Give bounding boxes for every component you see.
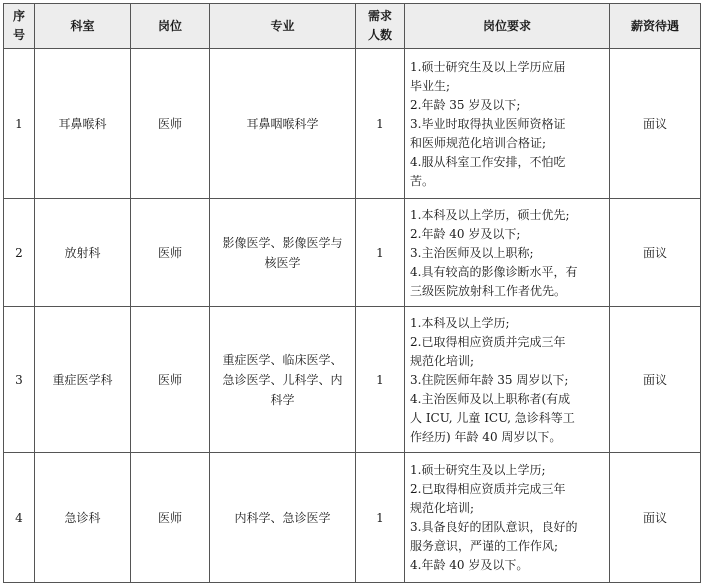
requirement-line: 毕业生; [410,78,451,93]
requirement-line: 3.住院医师年龄 35 周岁以下; [410,372,569,387]
table-row [4,453,701,583]
requirement-line: 苦。 [410,173,435,188]
row-major [210,199,356,307]
requirement-line: 服务意识，严谨的工作作风; [410,539,559,553]
row-major [210,49,356,199]
row-count: 1 [356,49,405,199]
row-count: 1 [356,307,405,453]
table-row [4,49,701,199]
header-position: 岗位 [131,4,210,49]
major-line: 核医学 [264,255,301,270]
requirement-line: 1.本科及以上学历; [410,315,510,330]
requirement-line: 人 ICU, 儿童 ICU, 急诊科等工 [410,410,575,425]
row-requirements [405,49,610,199]
row-salary: 面议 [610,453,701,583]
requirement-line: 2.已取得相应资质并完成三年 [410,334,566,349]
header-seq: 序 号 [4,4,35,49]
table-row [4,307,701,453]
row-position: 医师 [131,199,210,307]
row-count: 1 [356,199,405,307]
row-salary: 面议 [610,49,701,199]
requirement-line: 1.硕士研究生及以上学历; [410,463,546,477]
requirement-line: 规范化培训; [410,501,475,515]
header-count: 需求 人数 [356,4,405,49]
major-line: 重症医学、临床医学、 [222,352,343,367]
requirement-line: 1.本科及以上学历，硕士优先; [410,207,570,222]
major-line: 内科学、急诊医学 [234,510,331,525]
requirement-line: 2.年龄 35 岁及以下; [410,97,521,112]
requirement-line: 2.已取得相应资质并完成三年 [410,482,566,496]
requirement-line: 2.年龄 40 岁及以下; [410,226,521,241]
header-department: 科室 [35,4,131,49]
major-line: 影像医学、影像医学与 [222,235,343,250]
header-salary: 薪资待遇 [610,4,701,49]
header-row [4,4,701,49]
requirement-line: 4.主治医师及以上职称者(有成 [410,391,571,406]
requirement-line: 规范化培训; [410,353,475,368]
requirement-line: 和医师规范化培训合格证; [410,135,547,150]
requirement-line: 4.年龄 40 岁及以下。 [410,558,529,572]
row-major [210,307,356,453]
row-department: 放射科 [35,199,131,307]
requirement-line: 1.硕士研究生及以上学历应届 [410,59,566,74]
recruitment-table [3,3,701,583]
row-major [210,453,356,583]
row-requirements [405,307,610,453]
row-seq: 2 [4,199,35,307]
row-seq: 4 [4,453,35,583]
row-count: 1 [356,453,405,583]
requirement-line: 4.具有较高的影像诊断水平，有 [410,264,578,279]
requirement-line: 3.毕业时取得执业医师资格证 [410,116,566,131]
major-line: 耳鼻咽喉科学 [246,116,319,131]
requirement-line: 三级医院放射科工作者优先。 [410,283,567,298]
requirement-line: 3.具备良好的团队意识，良好的 [410,520,578,534]
row-salary: 面议 [610,307,701,453]
table-row [4,199,701,307]
requirement-line: 4.服从科室工作安排，不怕吃 [410,154,566,169]
requirement-line: 3.主治医师及以上职称; [410,245,534,260]
row-salary: 面议 [610,199,701,307]
requirement-line: 作经历) 年龄 40 周岁以下。 [410,429,562,444]
row-position: 医师 [131,49,210,199]
row-requirements [405,453,610,583]
row-seq: 1 [4,49,35,199]
row-seq: 3 [4,307,35,453]
row-department: 急诊科 [35,453,131,583]
row-requirements [405,199,610,307]
major-line: 科学 [270,392,295,407]
row-department: 重症医学科 [35,307,131,453]
header-major: 专业 [210,4,356,49]
major-line: 急诊医学、儿科学、内 [222,372,343,387]
header-requirements: 岗位要求 [405,4,610,49]
row-department: 耳鼻喉科 [35,49,131,199]
row-position: 医师 [131,453,210,583]
row-position: 医师 [131,307,210,453]
